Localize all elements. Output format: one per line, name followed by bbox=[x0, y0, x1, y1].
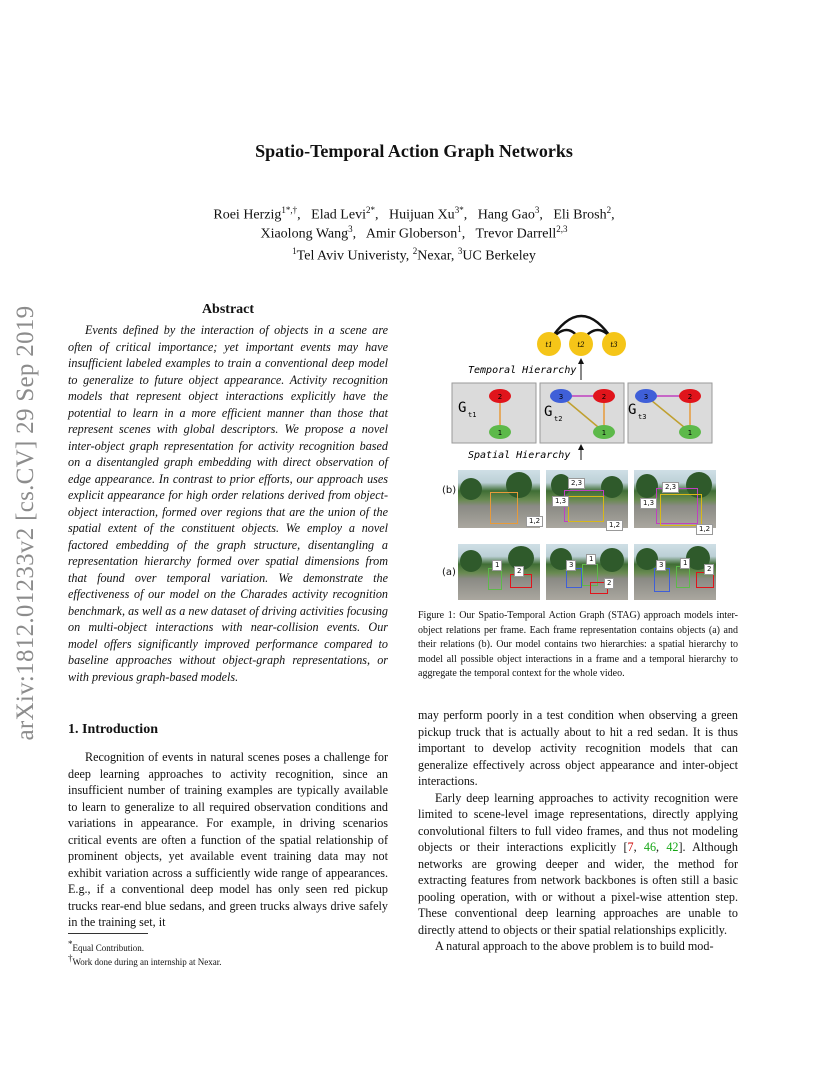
stag-hierarchy-diagram bbox=[418, 300, 738, 460]
paragraph: may perform poorly in a test condition when observing a green pickup truck that is actually about to hit a red sedan. It is thus important to develop activity recognition models that can generalize effectively across object appearance and inter-object interactions. bbox=[418, 708, 738, 788]
spatial-hierarchy-label: Spatial Hierarchy bbox=[468, 450, 571, 460]
svg-text:2: 2 bbox=[601, 393, 607, 401]
abstract-text: Events defined by the interaction of objects in a scene are often of critical importance; yet important events may have insufficient labeled examples to train a conventional deep model to generalize to future object appearance. Activity recognition models that represent object interactions explicitly have the potential to learn in a more efficient manner than those that represent scenes with global descriptors. We propose a novel inter-object graph representation for activity recognition based on a disentangled graph embedding with direct observation of edge appearance. In contrast to prior efforts, our approach uses explicit appearance for high order relations derived from object-object interaction, formed over regions that are the union of the spatial extent of the constituent objects. We employ a novel factored embedding of the graph structure, disentangling a representation hierarchy formed over spatial dimensions from that found over temporal variation. We demonstrate the effectiveness of our model on the Charades activity recognition benchmark, as well as a new dataset of driving activities focusing on multi-object interactions with near-collision events. Our model offers significantly improved performance compared to baseline approaches without object-graph representations, or with previous graph-based models. bbox=[68, 323, 388, 684]
row-b-label: (b) bbox=[442, 485, 457, 496]
caption-text: Our Spatio-Temporal Action Graph (STAG) approach models inter-object relations per frame. Each frame representation contains objects (a) and their relations (b). Our model contains two hierarchies: a spatial hierarchy to model all possible object interactions in a frame and a temporal hierarchy to aggregate the temporal context for the whole video. bbox=[418, 610, 738, 679]
abstract-heading: Abstract bbox=[201, 302, 255, 317]
figure-1-caption bbox=[418, 609, 738, 682]
author: Hang Gao bbox=[477, 207, 535, 223]
author: Amir Globerson bbox=[365, 226, 458, 242]
affiliation: Nexar, bbox=[417, 248, 458, 264]
footnote-1 bbox=[68, 939, 144, 953]
affiliation: UC Berkeley bbox=[462, 248, 536, 264]
row-a-label: (a) bbox=[442, 567, 456, 578]
paragraph-text: Early deep learning approaches to activity recognition were limited to scene-level image representations, directly applying convolutional filters to full video frames, and thus not modeling objects or their interactions explicitly [ bbox=[418, 790, 738, 854]
author-sup: 2,3 bbox=[556, 224, 568, 234]
arrow-head bbox=[578, 358, 584, 364]
node-label: t2 bbox=[577, 341, 585, 349]
arxiv-stamp bbox=[6, 288, 46, 758]
author-sup: 2* bbox=[365, 205, 375, 215]
graph-label-sub: t3 bbox=[638, 413, 647, 421]
author-sup: 1 bbox=[457, 224, 462, 234]
figure-1 bbox=[418, 300, 738, 605]
citation-link[interactable]: 42 bbox=[666, 840, 679, 854]
frame-a-1: 1 2 bbox=[458, 544, 540, 600]
author-sup: 2 bbox=[606, 205, 612, 215]
paper-title: Spatio-Temporal Action Graph Networks bbox=[255, 141, 573, 161]
author-sup: 3* bbox=[454, 205, 464, 215]
citation-sep: , bbox=[656, 840, 667, 854]
footnote-text: Work done during an internship at Nexar. bbox=[72, 957, 222, 967]
footnote-mark: * bbox=[68, 939, 73, 949]
footnote-text: Equal Contribution. bbox=[72, 943, 144, 953]
svg-text:1: 1 bbox=[687, 429, 693, 437]
author-line-2: Xiaolong Wang$^3$, Amir Globerson$^1$, Trevor Darrell$^{2,3}$ bbox=[260, 224, 568, 242]
svg-text:2: 2 bbox=[687, 393, 693, 401]
paragraph: A natural approach to the above problem is to build mod- bbox=[435, 939, 714, 953]
arxiv-stamp-text: arXiv:1812.01233v2 [cs.CV] 29 Sep 2019 bbox=[12, 305, 39, 741]
svg-text:1: 1 bbox=[497, 429, 503, 437]
graph-label-sub: t1 bbox=[468, 411, 477, 419]
aff-sup: 2 bbox=[412, 246, 418, 256]
right-column-text bbox=[418, 707, 738, 955]
caption-label: Figure 1: bbox=[418, 610, 456, 621]
svg-text:3: 3 bbox=[558, 393, 564, 401]
arrow-head bbox=[578, 444, 584, 450]
affiliations bbox=[0, 246, 828, 265]
footnote-2 bbox=[68, 953, 222, 967]
graph-label-sub: t2 bbox=[554, 415, 563, 423]
node-label: t3 bbox=[610, 341, 618, 349]
paragraph-text: ]. Although networks are growing deeper and wider, the method for extracting features from network backbones is often still a basic pooling operation, with or without a pixel-wise attention step. These conventional deep learning approaches are unable to directly attend to objects or their spatial relationships explicitly. bbox=[418, 840, 739, 937]
graph-label-g: G bbox=[544, 404, 553, 420]
citation-link[interactable]: 46 bbox=[643, 840, 657, 854]
frame-b-2: 2,3 1,3 1,2 bbox=[546, 470, 628, 528]
node-label: t1 bbox=[545, 341, 553, 349]
author-line-1: Roei Herzig$^{1*,\dagger}$, Elad Levi$^{2*}$, Huijuan $Xu^{3*}$, Hang Gao$^3$, Eli Brosh$^2$, bbox=[213, 205, 615, 223]
frame-a-3: 3 1 2 bbox=[634, 544, 716, 600]
citation-sep: , bbox=[633, 840, 644, 854]
svg-text:2: 2 bbox=[497, 393, 503, 401]
author: Trevor Darrell bbox=[475, 226, 557, 242]
graph-label-g: G bbox=[458, 400, 467, 416]
author: Eli Brosh bbox=[553, 207, 607, 223]
author: Huijuan Xu bbox=[388, 207, 455, 223]
graph-box-2 bbox=[540, 383, 624, 443]
affiliation: Tel Aviv Univeristy, bbox=[296, 248, 413, 264]
intro-heading: 1. Introduction bbox=[68, 722, 158, 737]
footnote-mark: † bbox=[68, 953, 73, 963]
footnote-rule bbox=[68, 933, 148, 934]
svg-text:1: 1 bbox=[601, 429, 607, 437]
author-sup: 3 bbox=[534, 205, 540, 215]
author: Roei Herzig bbox=[213, 207, 282, 223]
graph-label-g: G bbox=[628, 402, 637, 418]
frame-b-1: 1,2 bbox=[458, 470, 540, 528]
author-sup: 1*,† bbox=[281, 205, 298, 215]
intro-text: Recognition of events in natural scenes poses a challenge for deep learning approaches to activity recognition, since an insufficient number of training examples are typically available to learn to generalize to all required observation conditions and variations in appearance. For example, in driving scenarios critical events are often a function of the spatial relationship of prominent objects, yet available event training data may not exhibit variation across a sufficiently wide range of appearances. E.g., if a conventional deep model has only seen red pickup trucks rear-end blue sedans, and green trucks always drive safely in the training set, it bbox=[68, 750, 388, 929]
svg-text:3: 3 bbox=[643, 393, 649, 401]
temporal-hierarchy-label: Temporal Hierarchy bbox=[468, 365, 577, 376]
frame-a-2: 3 1 2 bbox=[546, 544, 628, 600]
aff-sup: 1 bbox=[292, 246, 297, 256]
frame-b-3: 2,3 1,3 1,2 bbox=[634, 470, 716, 528]
aff-sup: 3 bbox=[457, 246, 463, 256]
author-sup: 3 bbox=[348, 224, 353, 234]
citation-link[interactable]: 7 bbox=[627, 840, 634, 854]
author: Elad Levi bbox=[311, 207, 366, 223]
paragraph bbox=[418, 790, 738, 939]
author: Xiaolong Wang bbox=[260, 226, 349, 242]
